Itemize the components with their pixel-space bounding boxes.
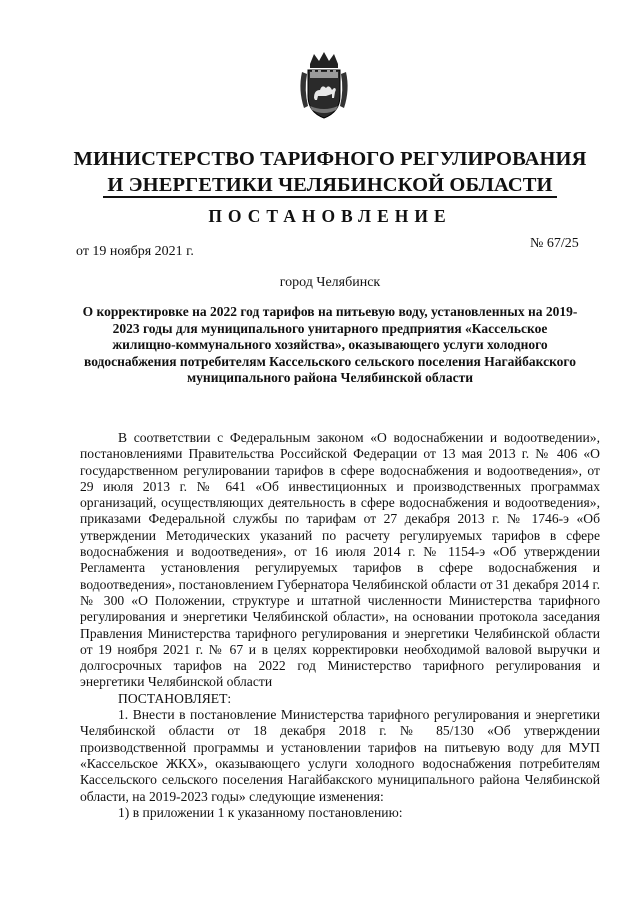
ministry-name [60,146,600,198]
document-body [80,430,600,821]
document-date: от 19 ноября 2021 г. [76,244,194,259]
document-city: город Челябинск [279,275,381,290]
preamble-paragraph: В соответствии с Федеральным законом «О водоснабжении и водоотведении», постановлениями Правительства Российской Федерации от 13 мая 2013 г. № 406 «О государственном регулировании тарифов в сфере водоснабжения и водоотведения», от 29 июля 2013 г. № 641 «Об инвестиционных и производственных программах организаций, осуществляющих деятельность в сфере водоснабжения и водоотведения», приказами Федеральной службы по тарифам от 27 декабря 2013 г. № 1746-э «Об утверждении Методических указаний по расчету регулируемых тарифов в сфере водоснабжения и водоотведения», от 16 июля 2014 г. № 1154-э «Об утверждении Регламента установления регулируемых тарифов в сфере водоснабжения и водоотведения», постановлением Губернатора Челябинской области от 31 декабря 2014 г. № 300 «О Положении, структуре и штатной численности Министерства тарифного регулирования и энергетики Челябинской области», на основании протокола заседания Правления Министерства тарифного регулирования и энергетики Челябинской области от 19 ноября 2021 г. № 67 и в целях корректировки необходимой валовой выручки и долгосрочных тарифов на 2022 год Министерство тарифного регулирования и энергетики Челябинской области [80,430,600,690]
item-1-paragraph: 1. Внести в постановление Министерства тарифного регулирования и энергетики Челябинской области от 18 декабря 2018 г. № 85/130 «Об утверждении производственной программы и установлении тарифов на питьевую воду для МУП «Кассельское ЖКХ», оказывающего услуги холодного водоснабжения потребителям Кассельского сельского поселения Нагайбакского муниципального района Челябинской области, на 2019-2023 годы» следующие изменения: [80,707,600,804]
document-subject: О корректировке на 2022 год тарифов на питьевую воду, установленных на 2019-2023 годы для муниципального унитарного предприятия «Кассельское жилищно-коммунального хозяйства», оказывающего услуги холодного водоснабжения потребителям Кассельского сельского поселения Нагайбакского муниципального района Челябинской области [82,304,578,385]
item-1-subitem-1: 1) в приложении 1 к указанному постановлению: [118,804,403,820]
ministry-name-line1: МИНИСТЕРСТВО ТАРИФНОГО РЕГУЛИРОВАНИЯ [73,148,587,170]
ministry-name-line2: И ЭНЕРГЕТИКИ ЧЕЛЯБИНСКОЙ ОБЛАСТИ [103,174,556,198]
resolves-heading: ПОСТАНОВЛЯЕТ: [118,690,232,706]
document-type: ПОСТАНОВЛЕНИЕ [208,206,452,226]
chelyabinsk-coat-of-arms-icon [296,50,352,122]
document-number: № 67/25 [530,236,579,251]
